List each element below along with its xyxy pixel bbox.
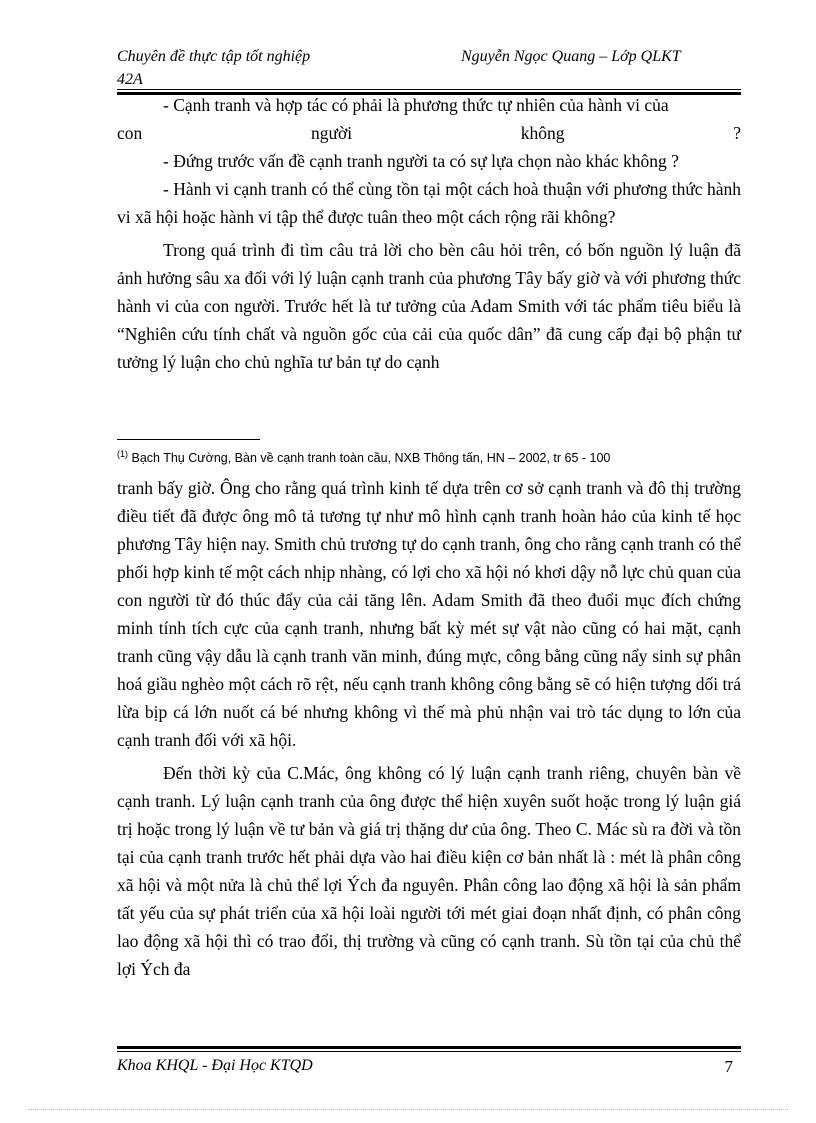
footer-faculty: Khoa KHQL - Đại Học KTQD <box>117 1057 313 1074</box>
question-1-word: không <box>520 123 565 143</box>
question-1-word: con <box>117 123 143 143</box>
question-1-line2 <box>117 119 741 147</box>
paragraph-adam-smith: Trong quá trình đi tìm câu trả lời cho bèn câu hỏi trên, có bốn nguồn lý luận đã ảnh hưởng sâu xa đối với lý luận cạnh tranh của phương Tây bấy giờ và với phương thức hành vi của con người. Trước hết là tư tưởng của Adam Smith với tác phẩm tiêu biểu là “Nghiên cứu tính chất và nguồn gốc của cải của quốc dân” đã cung cấp đại bộ phận tư tưởng lý luận cho chủ nghĩa tư bản tự do cạnh <box>117 240 741 372</box>
header-course-title: Chuyên đề thực tập tốt nghiệp <box>117 48 311 65</box>
question-2: - Đứng trước vấn đề cạnh tranh người ta có sự lựa chọn nào khác không ? <box>163 151 679 171</box>
body-bottom <box>117 474 741 983</box>
body-top <box>117 91 741 376</box>
question-1-line1: - Cạnh tranh và hợp tác có phải là phương thức tự nhiên của hành vi của <box>163 95 669 115</box>
page-footer <box>117 1057 741 1075</box>
question-1-word: ? <box>733 123 741 143</box>
page-bottom-divider <box>28 1109 788 1110</box>
header-class-code: 42A <box>117 71 143 88</box>
header-rule-thin <box>117 89 741 90</box>
page-number: 7 <box>724 1057 733 1076</box>
footer-rule-thin <box>117 1051 741 1052</box>
header-author: Nguyễn Ngọc Quang – Lớp QLKT <box>461 48 681 65</box>
footnote-marker: (1) <box>117 449 128 459</box>
question-3: - Hành vi cạnh tranh có thể cùng tồn tại một cách hoà thuận với phương thức hành vi xã hội hoặc hành vi tập thể được tuân theo một cách rộng rãi không? <box>117 179 741 227</box>
footnote-text: Bạch Thụ Cường, Bàn về cạnh tranh toàn cầu, NXB Thông tấn, HN – 2002, tr 65 - 100 <box>131 451 611 466</box>
footnote <box>117 449 610 465</box>
footer-rule-thick <box>117 1046 741 1049</box>
footnote-rule <box>117 439 260 440</box>
question-1-word: người <box>310 123 353 143</box>
paragraph-c-mac: Đến thời kỳ của C.Mác, ông không có lý luận cạnh tranh riêng, chuyên bàn về cạnh tranh. Lý luận cạnh tranh của ông được thể hiện xuyên suốt hoặc trong lý luận giá trị hoặc trong lý luận về tư bản và giá trị thặng dư của ông. Theo C. Mác sù ra đời và tồn tại của cạnh tranh trước hết phải dựa vào hai điều kiện cơ bản nhất là : mét là phân công xã hội và một nửa là chủ thể lợi Ých đa nguyên. Phân công lao động xã hội là sản phẩm tất yếu của sự phát triển của xã hội loài người tới mét giai đoạn nhất định, có phân công lao động xã hội thì có trao đổi, thị trường và cũng có cạnh tranh. Sù tồn tại của chủ thể lợi Ých đa <box>117 763 741 979</box>
paragraph-adam-smith-continued: tranh bấy giờ. Ông cho rằng quá trình kinh tế dựa trên cơ sở cạnh tranh và đô thị trường điều tiết đã được ông mô tả tương tự như mô hình cạnh tranh hoàn hảo của kinh tế học phương Tây hiện nay. Smith chủ trương tự do cạnh tranh, ông cho rằng cạnh tranh có thể phối hợp kinh tế một cách nhịp nhàng, có lợi cho xã hội nó khơi dậy nỗ lực chủ quan của con người từ đó thúc đẩy của cải tăng lên. Adam Smith đã theo đuổi mục đích chứng minh tính tích cực của cạnh tranh, nhưng bất kỳ mét sự vật nào cũng có hai mặt, cạnh tranh cũng vậy dẫu là cạnh tranh văn minh, đúng mực, công bằng cũng nẩy sinh sự phân hoá giầu nghèo một cách rõ rệt, nếu cạnh tranh không công bằng sẽ có hiện tượng dối trá lừa bịp cá lớn nuốt cá bé nhưng không vì thế mà phủ nhận vai trò tác dụng to lớn của cạnh tranh đối với xã hội. <box>117 478 741 750</box>
